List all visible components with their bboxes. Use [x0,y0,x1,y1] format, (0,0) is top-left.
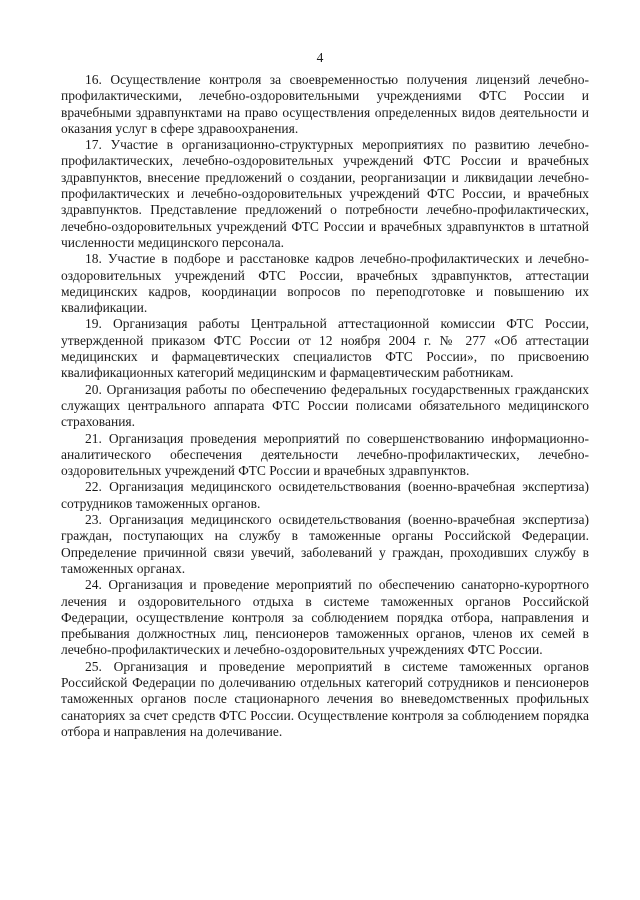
paragraph-20: 20. Организация работы по обеспечению федеральных государственных гражданских служащих центрального аппарата ФТС России полисами обязательного медицинского страхования. [61,381,589,430]
paragraph-23: 23. Организация медицинского освидетельствования (военно-врачебная экспертиза) граждан, поступающих на службу в таможенные органы Российской Федерации. Определение причинной связи увечий, заболеваний у граждан, проходивших службу в таможенных органах. [61,512,589,576]
paragraph-18: 18. Участие в подборе и расстановке кадров лечебно-профилактических и лечебно-оздоровительных учреждений ФТС России, врачебных здравпунктов, аттестации медицинских кадров, координации вопросов по переподготовке и повышению их квалификации. [61,251,589,316]
page-number: 4 [316,50,324,65]
document-body [61,72,589,740]
paragraph-24: 24. Организация и проведение мероприятий по обеспечению санаторно-курортного лечения и оздоровительного отдыха в системе таможенных органов Российской Федерации, осуществление контроля за соблюдением порядка отбора, направления и пребывания должностных лиц, пенсионеров таможенных органов, членов их семей в лечебно-профилактических и лечебно-оздоровительных учреждениях ФТС России. [61,577,589,658]
paragraph-17: 17. Участие в организационно-структурных мероприятиях по развитию лечебно-профилактических, лечебно-оздоровительных учреждений ФТС России и врачебных здравпунктов, внесение предложений о создании, реорганизации и ликвидации лечебно-профилактических и лечебно-оздоровительных учреждений ФТС России, и врачебных здравпунктов. Представление предложений о потребности лечебно-профилактических, лечебно-оздоровительных учреждений ФТС России и врачебных здравпунктов в штатной численности медицинского персонала. [61,137,589,250]
paragraph-22: 22. Организация медицинского освидетельствования (военно-врачебная экспертиза) сотрудников таможенных органов. [61,479,589,511]
paragraph-16: 16. Осуществление контроля за своевременностью получения лицензий лечебно-профилактическими, лечебно-оздоровительными учреждениями ФТС России и врачебными здравпунктами на право осуществления определенных видов деятельности и оказания услуг в сфере здравоохранения. [61,72,589,136]
paragraph-19: 19. Организация работы Центральной аттестационной комиссии ФТС России, утвержденной приказом ФТС России от 12 ноября 2004 г. № 277 «Об аттестации медицинских и фармацевтических специалистов ФТС России», по присвоению квалификационных категорий медицинским и фармацевтическим работникам. [61,316,589,381]
paragraph-25: 25. Организация и проведение мероприятий в системе таможенных органов Российской Федерации по долечиванию отдельных категорий сотрудников и пенсионеров таможенных органов после стационарного лечения во вневедомственных профильных санаториях за счет средств ФТС России. Осуществление контроля за соблюдением порядка отбора и направления на долечивание. [61,658,589,739]
paragraph-21: 21. Организация проведения мероприятий по совершенствованию информационно-аналитического обеспечения деятельности лечебно-профилактических, лечебно-оздоровительных учреждений ФТС России и врачебных здравпунктов. [61,430,589,479]
